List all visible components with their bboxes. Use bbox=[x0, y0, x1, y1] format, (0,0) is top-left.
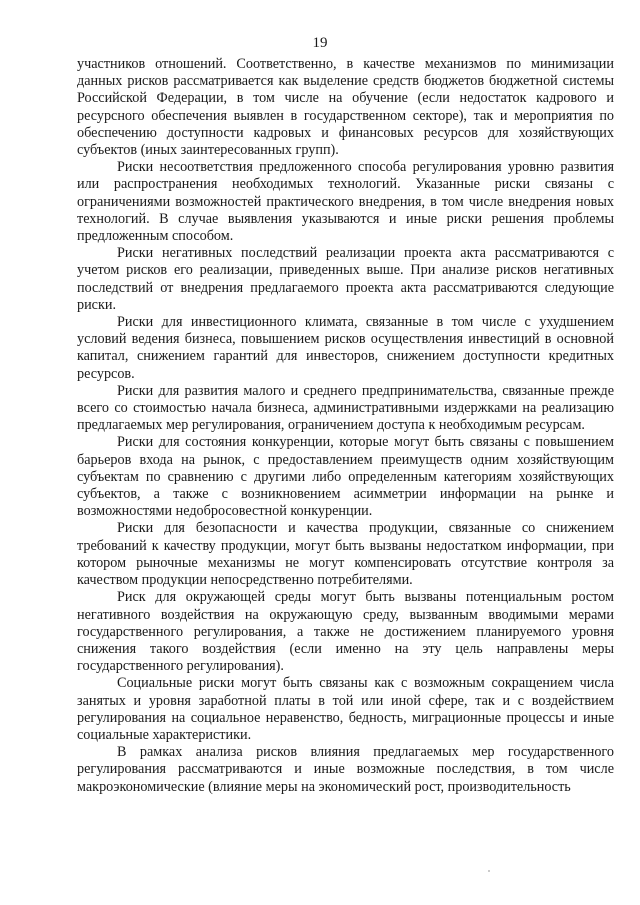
paragraph-technology-risks: Риски несоответствия предложенного способа регулирования уровню развития или распространения необходимых технологий. Указанные риски связаны с ограничениями возможностей практического внедрения, в том числе внедрения новых технологий. В случае выявления указываются и иные риски решения проблемы предложенным способом. bbox=[77, 159, 614, 245]
paragraph-investment-climate: Риски для инвестиционного климата, связанные в том числе с ухудшением условий ведения бизнеса, повышением рисков осуществления инвестиций в основной капитал, снижением гарантий для инвесторов, снижением доступности кредитных ресурсов. bbox=[77, 314, 614, 382]
paragraph-social-risks: Социальные риски могут быть связаны как с возможным сокращением числа занятых и уровня заработной платы в той или иной сфере, так и с воздействием регулирования на социальное неравенство, бедность, миграционные процессы и иные социальные характеристики. bbox=[77, 675, 614, 743]
paragraph-environment: Риск для окружающей среды могут быть вызваны потенциальным ростом негативного воздействия на окружающую среду, вызванным вводимыми мерами государственного регулирования, а также не достижением планируемого уровня снижения такого воздействия (если именно на эту цель направлены меры государственного регулирования). bbox=[77, 589, 614, 675]
paragraph-negative-consequences: Риски негативных последствий реализации проекта акта рассматриваются с учетом рисков его реализации, приведенных выше. При анализе рисков негативных последствий от внедрения предлагаемого проекта акта рассматриваются следующие риски. bbox=[77, 245, 614, 313]
paragraph-product-safety: Риски для безопасности и качества продукции, связанные со снижением требований к качеству продукции, могут быть вызваны недостатком информации, при котором рыночные механизмы не могут компенсировать отсутствие контроля за качеством продукции непосредственно потребителями. bbox=[77, 520, 614, 589]
paragraph-macroeconomic: В рамках анализа рисков влияния предлагаемых мер государственного регулирования рассматриваются и иные возможные последствия, в том числе макроэкономические (влияние меры на экономический рост, производительность bbox=[77, 744, 614, 795]
paragraph-continuation: участников отношений. Соответственно, в качестве механизмов по минимизации данных рисков рассматривается как выделение средств бюджетов бюджетной системы Российской Федерации, в том числе на обучение (если недостаток кадрового и ресурсного обеспечения выявлен в государственном секторе), так и мероприятия по обеспечению доступности кадровых и финансовых ресурсов для хозяйствующих субъектов (иных заинтересованных групп). bbox=[77, 56, 614, 159]
scan-speck bbox=[488, 870, 490, 872]
body-text bbox=[77, 56, 614, 796]
paragraph-competition: Риски для состояния конкуренции, которые могут быть связаны с повышением барьеров входа на рынок, с предоставлением преимуществ одним хозяйствующим субъектам по сравнению с другими либо определенным категориям хозяйствующих субъектов, а также с возникновением асимметрии информации на рынке и возможностями недобросовестной конкуренции. bbox=[77, 434, 614, 520]
paragraph-small-business: Риски для развития малого и среднего предпринимательства, связанные прежде всего со стоимостью начала бизнеса, административными издержками на реализацию предлагаемых мер регулирования, ограничением доступа к необходимым ресурсам. bbox=[77, 382, 614, 434]
page-number: 19 bbox=[312, 35, 328, 51]
